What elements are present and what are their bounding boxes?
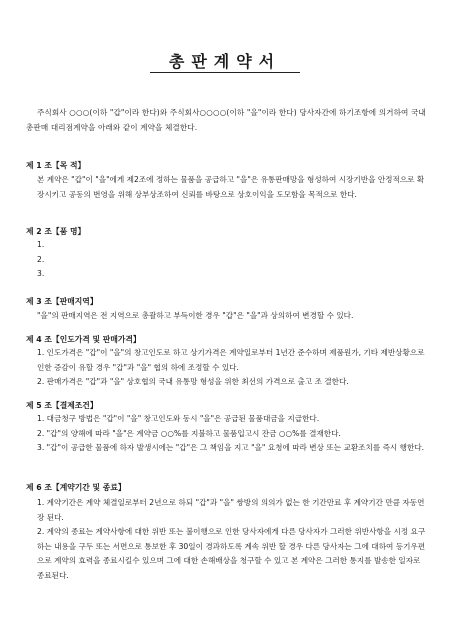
article-3-text: "을"의 판매지역은 전 지역으로 총괄하고 부득이한 경우 "갑"은 "을"과 상의하여 변경할 수 있다. <box>37 311 354 320</box>
list-item: 2. "갑"의 양해에 따라 "을"은 계약금 ○○%를 지불하고 물품입고시 잔금 ○○%를 결재한다. <box>37 428 341 438</box>
article-4-heading: 제 4 조【인도가격 및 판매가격】 <box>26 335 141 344</box>
article-5-heading: 제 5 조【결제조건】 <box>26 401 98 410</box>
article-1-text: 본 계약은 "갑"이 "을"에게 제2조에 정하는 물품을 공급하고 "을"은 유통판매망을 형성하여 시장기반을 안정적으로 확장시키고 공동의 번영을 위해 상부상조하여 신뢰를 바탕으로 상호이익을 도모함을 목적으로 한다. <box>37 175 425 199</box>
article-3-heading: 제 3 조【판매지역】 <box>26 297 98 306</box>
list-item: 2. <box>37 254 45 264</box>
title-underline <box>150 72 300 73</box>
list-item: 1. <box>37 240 45 249</box>
list-item: 1. 계약기간은 계약 체결일로부터 2년으로 하되 "갑"과 "을" 쌍방의 의의가 없는 한 기간만료 후 계약기간 만큼 자동연장 된다. <box>37 498 425 522</box>
article-5-list <box>37 412 429 456</box>
list-item: 3. "갑"이 공급한 물품에 하자 발생시에는 "갑"은 그 책임을 지고 "을" 요청에 따라 변상 또는 교환조치를 즉시 행한다. <box>37 443 425 453</box>
list-item: 3. <box>37 269 45 279</box>
list-item: 2. 계약의 종료는 계약사항에 대한 위반 또는 불이행으로 인한 당사자에게 다른 당사자가 그러한 위반사항을 시정 요구하는 내용을 구두 또는 서면으로 통보한 후 30일이 경과하도록 계속 위반 할 경우 다른 당사자는 그에 대하여 등기우편으로 계약의 효력을 종료시킬수 있으며 그에 대한 손해배상을 청구할 수 있고 본 계약은 그러한 통지를 발송한 일자로 종료된다. <box>37 527 426 580</box>
list-item: 1. 인도가격은 "갑"이 "을"의 창고인도로 하고 상기가격은 계약일로부터 1년간 준수하며 제품원가, 기타 제반상황으로 인한 증감이 유할 경우 "갑"과 "을" 협의 하에 조정할 수 있다. <box>37 348 425 372</box>
article-2-heading: 제 2 조【품 명】 <box>26 227 86 236</box>
article-4-list <box>37 346 429 390</box>
list-item: 1. 대금청구 방법은 "갑"이 "을" 창고인도와 동시 "을"은 공급된 물품대금을 지급한다. <box>37 414 320 423</box>
list-item: 2. 판매가격은 "갑"과 "을" 상호협의 국내 유통망 형성을 위한 최선의 가격으로 출고 조 결한다. <box>37 377 349 387</box>
article-1-heading: 제 1 조【목 적】 <box>26 161 86 170</box>
article-6-heading: 제 6 조【계약기간 및 종료】 <box>26 483 126 492</box>
intro-paragraph: 주식회사 ○○○(이하 "갑"이라 한다)와 주식회사○○○○(이하 "을"이라 한다) 당사자간에 하기조항에 의거하여 국내 총판매 대리점계약을 아래와 같이 계약을 체결한다. <box>26 108 426 132</box>
article-2-list <box>37 238 429 282</box>
article-6-list <box>37 496 429 584</box>
document-title: 총판계약서 <box>168 52 282 71</box>
